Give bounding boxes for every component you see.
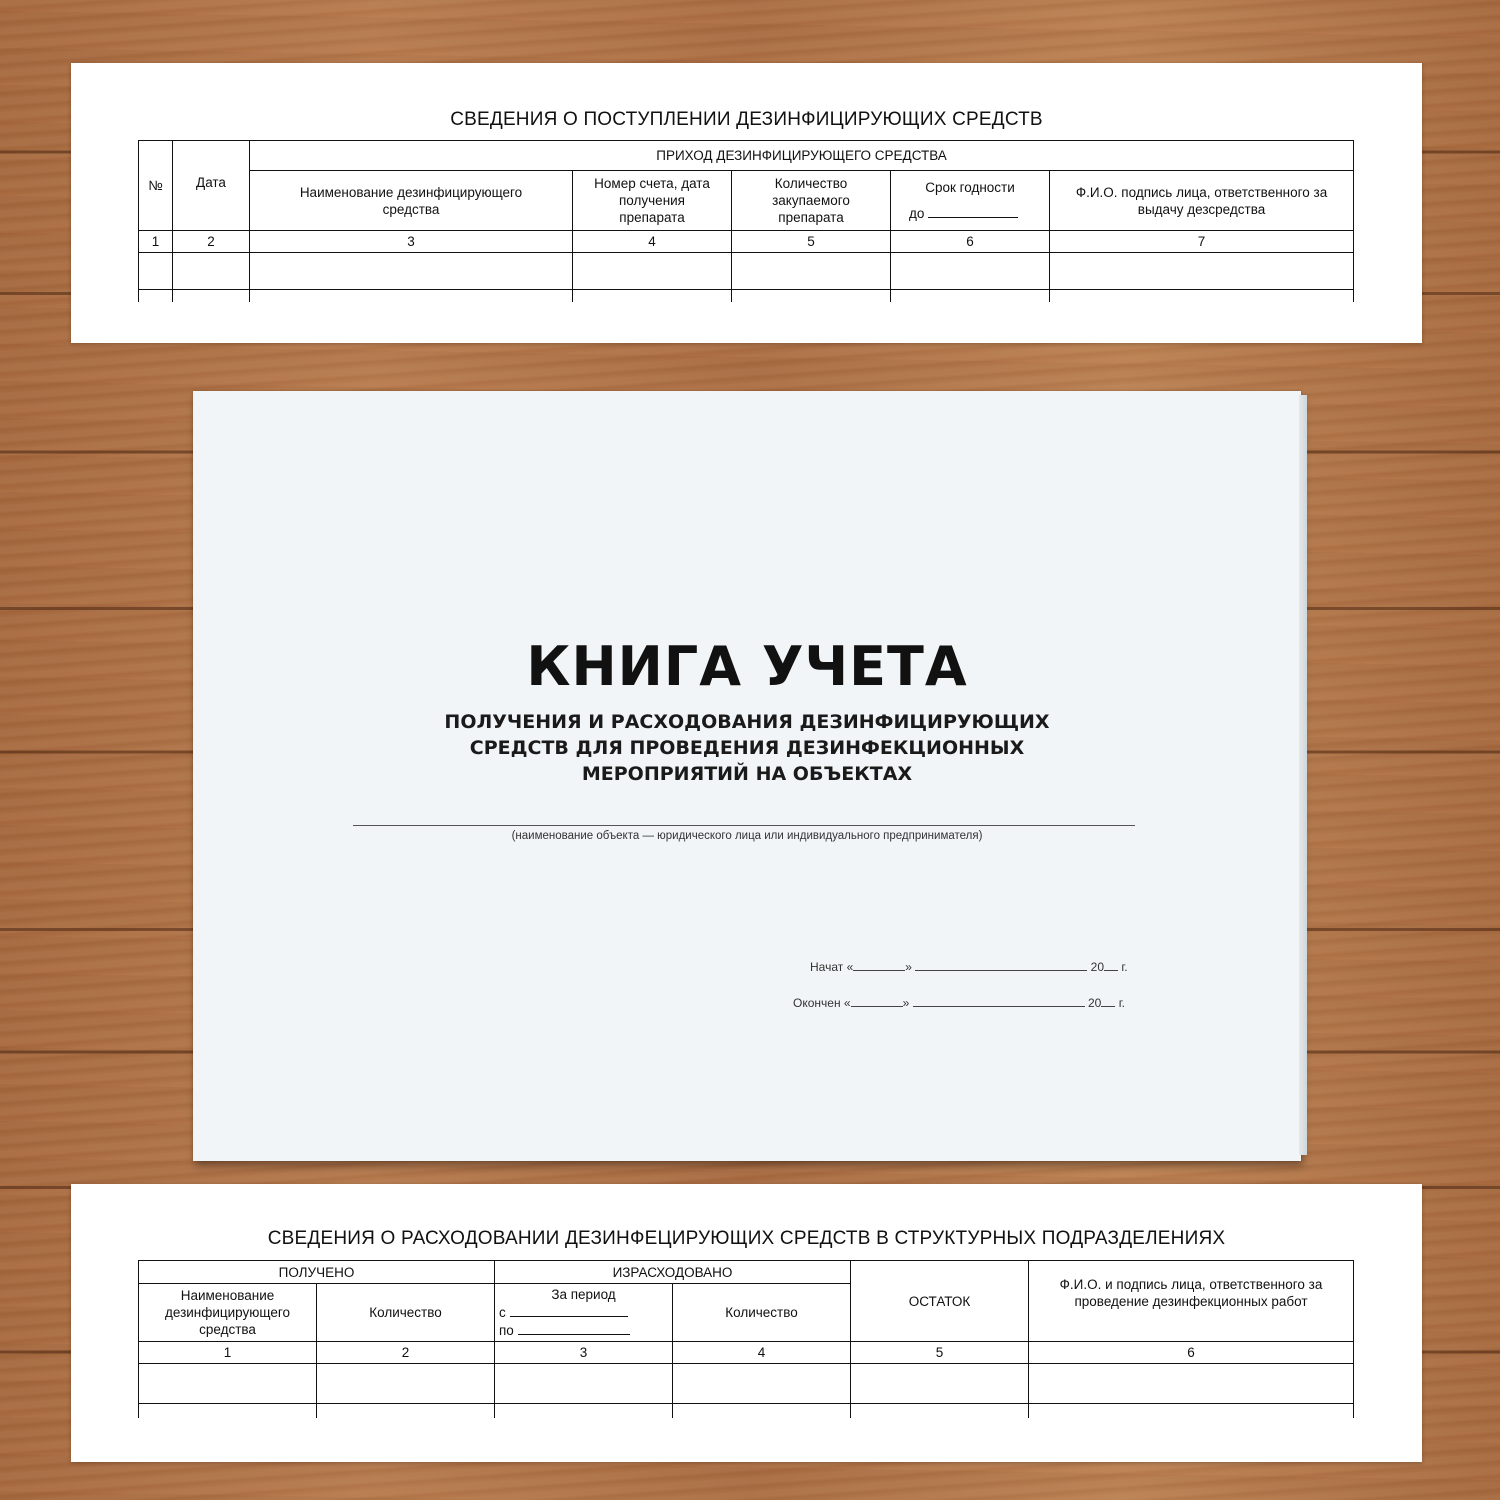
cover-subtitle — [193, 709, 1301, 787]
organization-name-line — [353, 825, 1135, 826]
started-date-row — [810, 959, 1128, 974]
header-product-name: Наименование дезинфицирующего средства — [250, 171, 573, 231]
bottom-form-sheet — [71, 1184, 1422, 1462]
header-spent-quantity: Количество — [673, 1284, 851, 1342]
table-row — [139, 290, 1354, 302]
period-to — [499, 1321, 668, 1339]
year-blank — [1101, 995, 1115, 1007]
cover-title: КНИГА УЧЕТА — [526, 635, 968, 698]
column-number-7: 7 — [1050, 231, 1354, 253]
column-number-4: 4 — [673, 1342, 851, 1364]
expiry-until-blank — [928, 204, 1018, 218]
close-quote: » — [905, 960, 912, 974]
header-number: № — [139, 141, 173, 231]
finished-label: Окончен — [793, 996, 841, 1010]
column-number-2: 2 — [317, 1342, 495, 1364]
header-quantity: Количество закупаемого препарата — [732, 171, 891, 231]
started-label: Начат — [810, 960, 844, 974]
column-number-2: 2 — [173, 231, 250, 253]
period-label: За период — [551, 1287, 616, 1302]
open-quote: « — [846, 960, 854, 974]
header-responsible: Ф.И.О. и подпись лица, ответственного за проведение дезинфекционных работ — [1029, 1261, 1354, 1342]
finished-date-row — [793, 995, 1125, 1010]
top-form-sheet — [71, 63, 1422, 343]
period-from-label: с — [499, 1305, 506, 1320]
year-prefix: 20 — [1087, 996, 1102, 1010]
column-number-3: 3 — [250, 231, 573, 253]
day-blank — [851, 995, 903, 1007]
open-quote: « — [843, 996, 851, 1010]
column-number-1: 1 — [139, 231, 173, 253]
consumption-table — [138, 1260, 1354, 1418]
cover-subtitle-line: МЕРОПРИЯТИЙ НА ОБЪЕКТАХ — [581, 763, 913, 785]
expiry-until-label: до — [909, 206, 925, 221]
day-blank — [853, 959, 905, 971]
receipt-table — [138, 140, 1354, 302]
header-responsible: Ф.И.О. подпись лица, ответственного за выдачу дезсредства — [1050, 171, 1354, 231]
year-prefix: 20 — [1090, 960, 1104, 974]
year-blank — [1104, 959, 1118, 971]
header-balance: ОСТАТОК — [851, 1261, 1029, 1342]
header-received-quantity: Количество — [317, 1284, 495, 1342]
column-number-6: 6 — [1029, 1342, 1354, 1364]
column-number-6: 6 — [891, 231, 1050, 253]
month-blank — [915, 959, 1087, 971]
table-row — [139, 1404, 1354, 1418]
expiry-until — [895, 204, 1045, 222]
cover-subtitle-line: СРЕДСТВ ДЛЯ ПРОВЕДЕНИЯ ДЕЗИНФЕКЦИОННЫХ — [469, 737, 1025, 759]
column-number-3: 3 — [495, 1342, 673, 1364]
logbook-cover — [193, 391, 1301, 1161]
bottom-form-title: СВЕДЕНИЯ О РАСХОДОВАНИИ ДЕЗИНФЕЦИРУЮЩИХ СРЕДСТВ В СТРУКТУРНЫХ ПОДРАЗДЕЛЕНИЯХ — [267, 1228, 1226, 1249]
year-suffix: г. — [1121, 960, 1128, 974]
table-row — [139, 1364, 1354, 1404]
header-date: Дата — [173, 141, 250, 231]
table-row — [139, 253, 1354, 290]
header-expiry — [891, 171, 1050, 231]
column-number-5: 5 — [732, 231, 891, 253]
header-spent-group: ИЗРАСХОДОВАНО — [495, 1261, 851, 1284]
month-blank — [913, 995, 1085, 1007]
period-from — [499, 1303, 668, 1321]
period-from-blank — [510, 1303, 628, 1317]
year-suffix: г. — [1118, 996, 1125, 1010]
header-received-group: ПОЛУЧЕНО — [139, 1261, 495, 1284]
period-to-blank — [518, 1321, 630, 1335]
top-form-title: СВЕДЕНИЯ О ПОСТУПЛЕНИИ ДЕЗИНФИЦИРУЮЩИХ СРЕДСТВ — [450, 109, 1043, 130]
expiry-label: Срок годности — [925, 180, 1015, 195]
column-number-1: 1 — [139, 1342, 317, 1364]
close-quote: » — [902, 996, 910, 1010]
period-to-label: по — [499, 1323, 514, 1338]
cover-subtitle-line: ПОЛУЧЕНИЯ И РАСХОДОВАНИЯ ДЕЗИНФИЦИРУЮЩИХ — [444, 711, 1050, 733]
header-product-name: Наименование дезинфицирующего средства — [139, 1284, 317, 1342]
header-period — [495, 1284, 673, 1342]
organization-caption: (наименование объекта — юридического лица или индивидуального предпринимателя) — [511, 830, 983, 842]
column-number-4: 4 — [573, 231, 732, 253]
header-receipt-group: ПРИХОД ДЕЗИНФИЦИРУЮЩЕГО СРЕДСТВА — [250, 141, 1354, 171]
column-number-5: 5 — [851, 1342, 1029, 1364]
header-invoice: Номер счета, дата получения препарата — [573, 171, 732, 231]
